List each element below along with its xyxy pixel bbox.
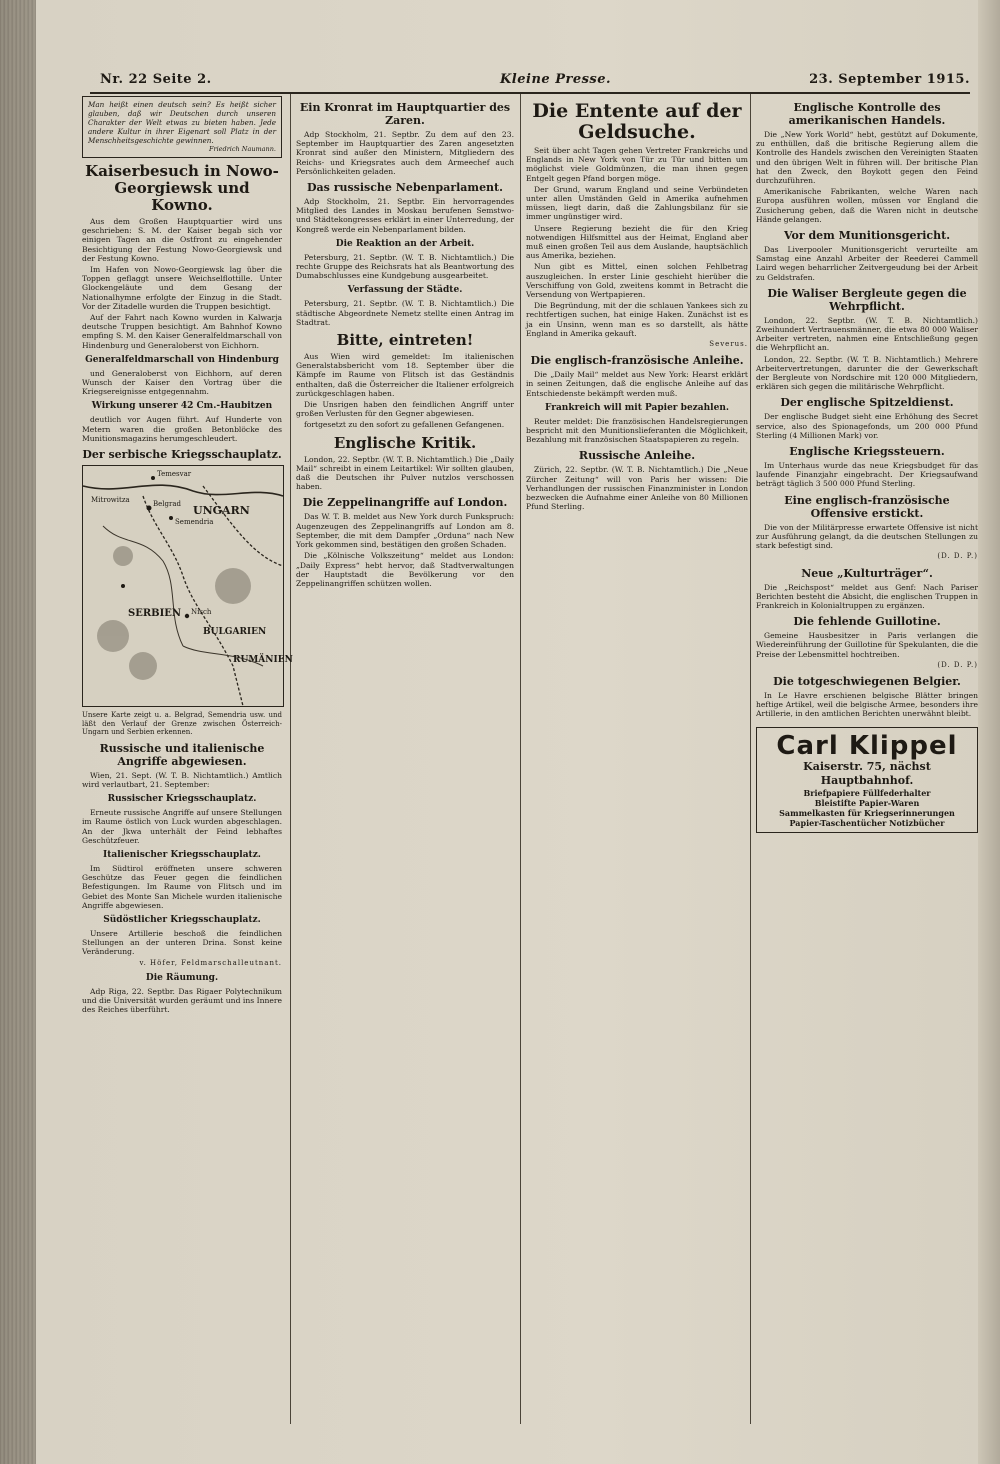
advertisement-klippel bbox=[756, 727, 978, 833]
quote-signature: Friedrich Naumann. bbox=[208, 145, 276, 153]
map-label: Belgrad bbox=[153, 500, 182, 509]
headline-spitzeldienst: Der englische Spitzeldienst. bbox=[780, 396, 954, 410]
article-paragraph: Aus dem Großen Hauptquartier wird uns geschrieben: S. M. der Kaiser begab sich vor einigen Tagen an die Ostfront zu eingehender Besichtigung der Festung Nowo-Georgiewsk und der Festung Kowno. bbox=[82, 217, 282, 263]
article-paragraph: Die „Reichspost“ meldet aus Genf: Nach Pariser Berichten besteht die Absicht, die englischen Truppen in Frankreich in Kolonialtruppen zu ergänzen. bbox=[756, 582, 978, 610]
ad-line: Bleistifte Papier-Waren bbox=[814, 797, 920, 808]
headline-attacks-repelled: Russische und italienische Angriffe abgewiesen. bbox=[99, 741, 265, 768]
subheading: Frankreich will mit Papier bezahlen. bbox=[545, 402, 729, 413]
article-paragraph: Adp Riga, 22. Septbr. Das Rigaer Polytechnikum und die Universität wurden geräumt und ins Innere des Reiches überführt. bbox=[82, 986, 282, 1015]
article-paragraph: deutlich vor Augen führt. Auf Hunderte von Metern waren die großen Betonblöcke des Munitionsmagazins herumgeschleudert. bbox=[82, 415, 282, 443]
map-drawing bbox=[83, 466, 293, 706]
column-2 bbox=[296, 96, 514, 1426]
ad-address: Kaiserstr. 75, nächst Hauptbahnhof. bbox=[803, 759, 931, 787]
headline-kulturtraeger: Neue „Kulturträger“. bbox=[801, 566, 933, 580]
subheading: Russischer Kriegsschauplatz. bbox=[107, 794, 257, 805]
signature: Severus. bbox=[709, 340, 748, 349]
headline-offensive: Eine englisch-französische Offensive erstickt. bbox=[784, 493, 950, 520]
article-paragraph: Das Liverpooler Munitionsgericht verurteilte am Samstag eine Anzahl Arbeiter der Reederei Cammell Laird wegen beharrlicher Zeitvergeudung bei der Arbeit zu Geldstrafen. bbox=[756, 245, 978, 282]
map-label: BULGARIEN bbox=[203, 627, 267, 638]
map-label: Temesvar bbox=[157, 470, 192, 479]
article-paragraph: In Le Havre erschienen belgische Blätter bringen heftige Artikel, weil die belgische Armee, besonders ihre Artillerie, in den amtlichen Berichten unerwähnt bleibt. bbox=[756, 690, 978, 719]
headline-anleihe: Die englisch-französische Anleihe. bbox=[530, 354, 744, 368]
headline-serbian-theatre: Der serbische Kriegsschauplatz. bbox=[82, 448, 282, 462]
article-paragraph: Nun gibt es Mittel, einen solchen Fehlbetrag auszugleichen. In erster Linie geschieht hierüber die Verschiffung von Gold, zweitens kommt in Betracht die Versendung von Wertpapieren. bbox=[526, 262, 748, 300]
signature: (D. D. P.) bbox=[937, 660, 978, 669]
headline-russische-anleihe: Russische Anleihe. bbox=[578, 449, 696, 463]
column-rule bbox=[750, 94, 751, 1424]
headline-belgier: Die totgeschwiegenen Belgier. bbox=[773, 674, 961, 688]
map-label: SERBIEN bbox=[128, 608, 182, 620]
headline-munitionsgericht: Vor dem Munitionsgericht. bbox=[783, 229, 951, 243]
subheading: Die Reaktion an der Arbeit. bbox=[335, 238, 475, 249]
article-paragraph: Der englische Budget sieht eine Erhöhung des Secret service, also des Spionagefonds, um 200 000 Pfund Sterling (4 Millionen Mark) vor. bbox=[756, 412, 978, 440]
page-edge bbox=[978, 0, 1000, 1464]
map-label: Nisch bbox=[191, 608, 212, 617]
article-paragraph: Die Begründung, mit der die schlauen Yankees sich zu rechtfertigen suchen, hat einige Haken. Zunächst ist es ja ein Unsinn, wenn man es so darstellt, als hätte England in Amerika gekauft. bbox=[526, 301, 748, 338]
subheading: Die Räumung. bbox=[145, 972, 219, 983]
ad-shop-name: Carl Klippel bbox=[776, 730, 958, 761]
subheading: Italienischer Kriegsschauplatz. bbox=[103, 850, 261, 861]
map-label: Semendria bbox=[175, 518, 214, 527]
article-paragraph: Im Südtirol eröffneten unsere schweren Geschütze das Feuer gegen die feindlichen Befestigungen. Im Raume von Flitsch und im Gebiet des Monte San Michele wurden italienische Angriffe abgewiesen. bbox=[82, 864, 282, 910]
article-paragraph: London, 22. Septbr. (W. T. B. Nichtamtlich.) Mehrere Arbeitervertretungen, darunter die der Gewerkschaft der Bergleute von Nordschire mit 120 000 Mitgliedern, erklären sich gegen die militärische Wehrpflicht. bbox=[756, 354, 978, 392]
book-binding bbox=[0, 0, 36, 1464]
column-4 bbox=[756, 96, 978, 1426]
article-paragraph: Im Unterhaus wurde das neue Kriegsbudget für das laufende Finanzjahr eingebracht. Der Kriegsaufwand beträgt täglich 3 500 000 Pfund Sterling. bbox=[756, 461, 978, 489]
page-header bbox=[90, 70, 970, 94]
article-paragraph: London, 22. Septbr. (W. T. B. Nichtamtlich.) Zweihundert Vertrauensmänner, die etwa 80 000 Waliser Arbeiter vertreten, nahmen eine Entschließung gegen die Wehrpflicht an. bbox=[756, 315, 978, 353]
article-paragraph: Amerikanische Fabrikanten, welche Waren nach Europa ausführen wollen, müssen vor England die Zusicherung geben, daß die Waren nicht in deutsche Hände gelangen. bbox=[756, 187, 978, 224]
signature: v. Höfer, Feldmarschalleutnant. bbox=[139, 958, 282, 967]
quote-text: Man heißt einen deutsch sein? Es heißt sicher glauben, daß wir Deutschen durch unseren Charakter der Welt etwas zu bieten haben. Jede andere Kultur in ihrer Eigenart soll Platz in der Menschheitsgeschichte gewinnen. bbox=[88, 100, 276, 145]
masthead-title: Kleine Presse. bbox=[500, 72, 612, 87]
column-rule bbox=[520, 94, 521, 1424]
subheading: Verfassung der Städte. bbox=[347, 285, 463, 296]
article-paragraph: Petersburg, 21. Septbr. (W. T. B. Nichtamtlich.) Die städtische Abgeordnete Nemetz stellte einen Antrag im Stadtrat. bbox=[296, 299, 514, 327]
headline-kriegssteuern: Englische Kriegssteuern. bbox=[789, 445, 945, 459]
issue-date: 23. September 1915. bbox=[809, 72, 970, 87]
war-map bbox=[82, 465, 293, 707]
map-label: RUMÄNIEN bbox=[233, 655, 293, 666]
article-paragraph: Die Unsrigen haben den feindlichen Angriff unter großen Verlusten für den Gegner abgewiesen. bbox=[296, 400, 514, 419]
issue-number: Nr. 22 Seite 2. bbox=[100, 72, 212, 87]
article-paragraph: Erneute russische Angriffe auf unsere Stellungen im Raume östlich von Luck wurden abgeschlagen. An der Jkwa unterhält der Feind lebhaftes Geschützfeuer. bbox=[82, 808, 282, 845]
article-paragraph: Der Grund, warum England und seine Verbündeten unter allen Umständen Geld in Amerika aufnehmen müssen, liegt darin, daß die Zahlungsbilanz für sie immer ungünstiger wird. bbox=[526, 184, 748, 222]
column-1 bbox=[82, 96, 293, 1426]
ad-line: Briefpapiere Füllfederhalter bbox=[803, 787, 931, 798]
article-paragraph: London, 22. Septbr. (W. T. B. Nichtamtlich.) Die „Daily Mail“ schreibt in einem Leitartikel: Wir sollten glauben, daß die Deutschen ihr Pulver nutzlos verschossen haben. bbox=[296, 454, 514, 492]
article-paragraph: Gemeine Hausbesitzer in Paris verlangen die Wiedereinführung der Guillotine für Spekulanten, die die Preise der Lebensmittel hochtreiben. bbox=[756, 631, 978, 659]
headline-zeppelin: Die Zeppelinangriffe auf London. bbox=[302, 496, 508, 510]
article-paragraph: Unsere Regierung bezieht die für den Krieg notwendigen Hilfsmittel aus der Heimat, England aber muß einen großen Teil aus dem Auslande, hauptsächlich aus Amerika, beziehen. bbox=[526, 223, 748, 261]
headline-kronrat: Ein Kronrat im Hauptquartier des Zaren. bbox=[299, 101, 511, 127]
map-label: UNGARN bbox=[193, 504, 250, 518]
headline-kontrolle: Englische Kontrolle des amerikanischen Handels. bbox=[788, 101, 946, 127]
article-paragraph: Im Hafen von Nowo-Georgiewsk lag über die Toppen geflaggt unsere Weichselflottille. Unter Glockengeläute und dem Gesang der Nationalhymne erfolgte der Einzug in die Stadt. Vor der Zitadelle wurden die Truppen besichtigt. bbox=[82, 265, 282, 311]
article-paragraph: Zürich, 22. Septbr. (W. T. B. Nichtamtlich.) Die „Neue Zürcher Zeitung“ will von Paris her wissen: Die Verhandlungen der russischen Finanzminister in London bezwecken die Aufnahme einer Anleihe von 80 Millionen Pfund Sterling. bbox=[526, 465, 748, 512]
headline-nebenparlament: Das russische Nebenparlament. bbox=[307, 181, 503, 195]
subheading: Südöstlicher Kriegsschauplatz. bbox=[103, 915, 261, 926]
signature: (D. D. P.) bbox=[937, 552, 978, 561]
article-paragraph: Unsere Artillerie beschoß die feindlichen Stellungen an der unteren Drina. Sonst keine Veränderung. bbox=[82, 929, 282, 957]
headline-bergleute: Die Waliser Bergleute gegen die Wehrpflicht. bbox=[767, 286, 967, 313]
article-paragraph: Die „Daily Mail“ meldet aus New York: Hearst erklärt in seinen Zeitungen, daß die englische Anleihe auf das Entschiedenste bekämpft werden muß. bbox=[526, 370, 748, 398]
headline-guillotine: Die fehlende Guillotine. bbox=[793, 615, 941, 629]
article-paragraph: Reuter meldet: Die französischen Handelsregierungen bespricht mit den Munitionslieferanten die Möglichkeit, Bezahlung mit französischen Staatspapieren zu regeln. bbox=[526, 416, 748, 445]
map-label: Mitrowitza bbox=[91, 496, 130, 505]
headline-bitte-eintreten: Bitte, eintreten! bbox=[336, 331, 474, 350]
article-paragraph: Die „New York World“ hebt, gestützt auf Dokumente, zu enthüllen, daß die britische Regierung allem die Kontrolle des Handels zwischen den Vereinigten Staaten und den übrigen Welt in führen will. Der britische Plan hat den Zweck, den Boykott gegen den Feind durchzuführen. bbox=[756, 130, 978, 186]
headline-geldsuche: Die Entente auf der Geldsuche. bbox=[532, 100, 742, 143]
map-caption: Unsere Karte zeigt u. a. Belgrad, Semendria usw. und läßt den Verlauf der Grenze zwischen Österreich-Ungarn und Serbien erkennen. bbox=[82, 711, 282, 737]
article-paragraph: Adp Stockholm, 21. Septbr. Ein hervorragendes Mitglied des Landes in Moskau berufenen Semstwo- und Städtekongresses erklärt in einer Unterredung, der Kongreß werde ein Nebenparlament bilden. bbox=[296, 197, 514, 234]
article-paragraph: Das W. T. B. meldet aus New York durch Funkspruch: Augenzeugen des Zeppelinangriffs auf London am 8. September, die mit dem Dampfer „Orduna“ nach New York gekommen sind, bestätigen den großen Schaden. bbox=[296, 512, 514, 550]
article-paragraph: fortgesetzt zu den sofort zu gefallenen Gefangenen. bbox=[304, 420, 505, 430]
column-rule bbox=[290, 94, 291, 1424]
headline-kaiserbesuch: Kaiserbesuch in Nowo-Georgiewsk und Kowno. bbox=[85, 162, 279, 214]
article-paragraph: Petersburg, 21. Septbr. (W. T. B. Nichtamtlich.) Die rechte Gruppe des Reichsrats hat als Beantwortung des Dumabschlusses eine Kundgebung ausgearbeitet. bbox=[296, 252, 514, 281]
article-paragraph: Aus Wien wird gemeldet: Im italienischen Generalstabsbericht vom 18. September über die Kämpfe im Raume von Flitsch ist das Geständnis enthalten, daß die Österreicher die Italiener erfolgreich zurückgeschlagen haben. bbox=[296, 352, 514, 398]
article-paragraph: Auf der Fahrt nach Kowno wurden in Kalwarja deutsche Truppen besichtigt. Am Bahnhof Kowno empfing S. M. den Kaiser Generalfeldmarschall von Hindenburg und Generaloberst von Eichhorn. bbox=[82, 313, 282, 350]
article-paragraph: Die „Kölnische Volkszeitung“ meldet aus London: „Daily Express“ hebt hervor, daß Stadtverwaltungen der Hauptstadt die Bevölkerung vor den Zeppelinangriffen schützen wollen. bbox=[296, 551, 514, 588]
quote-box bbox=[82, 96, 282, 158]
subheading: Wirkung unserer 42 Cm.-Haubitzen bbox=[91, 401, 273, 412]
article-paragraph: und Generaloberst von Eichhorn, auf deren Wunsch der Kaiser den Vortrag über die Kriegsereignisse entgegennahm. bbox=[82, 368, 282, 397]
subheading: Generalfeldmarschall von Hindenburg bbox=[85, 354, 279, 365]
headline-englische-kritik: Englische Kritik. bbox=[333, 433, 477, 452]
ad-line: Papier-Taschentücher Notizbücher bbox=[789, 817, 945, 828]
article-paragraph: Seit über acht Tagen gehen Vertreter Frankreichs und Englands in New York von Tür zu Tür und bitten um möglichst viele Goldmünzen, die man ihnen gegen Entgelt gegen Pfand borgen möge. bbox=[526, 146, 748, 183]
article-paragraph: Die von der Militärpresse erwartete Offensive ist nicht zur Ausführung gelangt, da die deutschen Stellungen zu stark befestigt sind. bbox=[756, 522, 978, 551]
ad-line: Sammelkasten für Kriegserinnerungen bbox=[779, 807, 955, 818]
article-paragraph: Wien, 21. Sept. (W. T. B. Nichtamtlich.) Amtlich wird verlautbart, 21. September: bbox=[82, 770, 282, 790]
article-paragraph: Adp Stockholm, 21. Septbr. Zu dem auf den 23. September im Hauptquartier des Zaren angesetzten Kronrat sind außer den Ministern, Mitgliedern des Reichs- und Kriegsrates auch dem Armeechef auch Persönlichkeiten geladen. bbox=[296, 130, 514, 176]
column-3 bbox=[526, 96, 748, 1426]
